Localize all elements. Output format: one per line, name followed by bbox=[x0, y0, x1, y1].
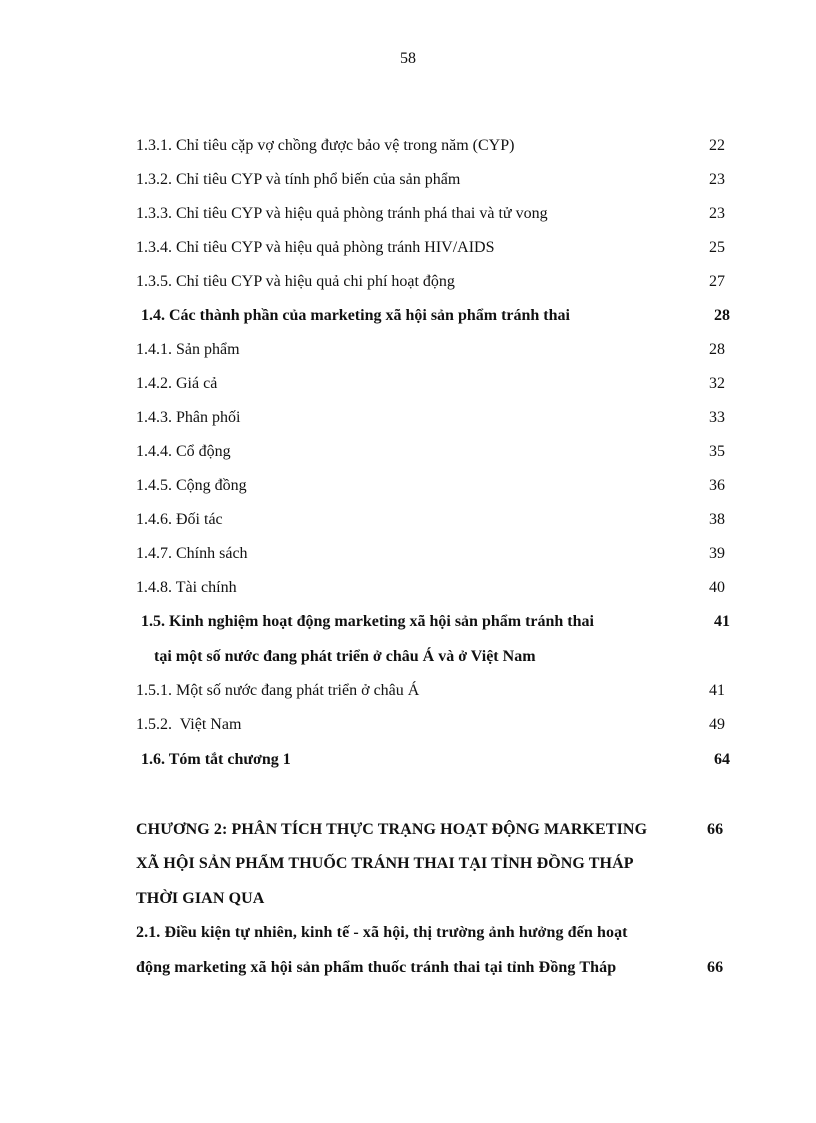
toc-entry-page: 32 bbox=[709, 375, 725, 392]
toc-entry-page: 41 bbox=[709, 682, 725, 699]
toc-entry-page: 39 bbox=[709, 545, 725, 562]
toc-entry-page: 28 bbox=[709, 341, 725, 358]
toc-entry-page: 25 bbox=[709, 239, 725, 256]
toc-entry-label: 1.3.4. Chỉ tiêu CYP và hiệu quả phòng tránh HIV/AIDS bbox=[136, 239, 495, 256]
toc-entry-page: 33 bbox=[709, 409, 725, 426]
toc-entry-label: 1.3.5. Chỉ tiêu CYP và hiệu quả chi phí hoạt động bbox=[136, 273, 455, 290]
page-number: 58 bbox=[400, 50, 416, 67]
toc-chapter-label-line3: THỜI GIAN QUA bbox=[136, 890, 265, 907]
toc-section-label: 1.6. Tóm tắt chương 1 bbox=[141, 751, 291, 768]
toc-entry-page: 40 bbox=[709, 579, 725, 596]
toc-entry-page: 23 bbox=[709, 205, 725, 222]
toc-entry-label: 1.4.7. Chính sách bbox=[136, 545, 248, 562]
toc-entry-label: 1.3.3. Chỉ tiêu CYP và hiệu quả phòng tránh phá thai và tử vong bbox=[136, 205, 548, 222]
toc-entry-label: 1.4.4. Cổ động bbox=[136, 443, 231, 460]
toc-entry-page: 49 bbox=[709, 716, 725, 733]
toc-chapter-label-line1: CHƯƠNG 2: PHÂN TÍCH THỰC TRẠNG HOẠT ĐỘNG MARKETING bbox=[136, 821, 648, 838]
toc-section-page: 41 bbox=[714, 613, 730, 630]
toc-section-label-line2: động marketing xã hội sản phẩm thuốc tránh thai tại tỉnh Đồng Tháp bbox=[136, 959, 617, 976]
toc-entry-page: 35 bbox=[709, 443, 725, 460]
toc-chapter-label-line2: XÃ HỘI SẢN PHẨM THUỐC TRÁNH THAI TẠI TỈNH ĐỒNG THÁP bbox=[136, 855, 634, 872]
toc-entry-label: 1.4.8. Tài chính bbox=[136, 579, 237, 596]
toc-section-page: 28 bbox=[714, 307, 730, 324]
toc-entry-label: 1.5.1. Một số nước đang phát triển ở châu Á bbox=[136, 682, 420, 699]
toc-entry-label: 1.4.1. Sản phẩm bbox=[136, 341, 240, 358]
toc-entry-label: 1.5.2. Việt Nam bbox=[136, 716, 242, 733]
toc-section-label-line1: 2.1. Điều kiện tự nhiên, kinh tế - xã hội, thị trường ảnh hưởng đến hoạt bbox=[136, 924, 628, 941]
toc-entry-label: 1.3.2. Chỉ tiêu CYP và tính phổ biến của sản phẩm bbox=[136, 171, 461, 188]
toc-entry-label: 1.3.1. Chỉ tiêu cặp vợ chồng được bảo vệ trong năm (CYP) bbox=[136, 137, 515, 154]
toc-entry-page: 23 bbox=[709, 171, 725, 188]
toc-section-label: 1.4. Các thành phần của marketing xã hội sản phẩm tránh thai bbox=[141, 307, 570, 324]
toc-chapter-page: 66 bbox=[707, 821, 724, 838]
toc-entry-page: 22 bbox=[709, 137, 725, 154]
toc-entry-label: 1.4.2. Giá cả bbox=[136, 375, 218, 392]
toc-section-label-line2: tại một số nước đang phát triển ở châu Á và ở Việt Nam bbox=[154, 648, 536, 665]
toc-section-page: 66 bbox=[707, 959, 724, 976]
toc-entry-page: 36 bbox=[709, 477, 725, 494]
toc-section-label: 1.5. Kinh nghiệm hoạt động marketing xã hội sản phẩm tránh thai bbox=[141, 613, 594, 630]
toc-entry-label: 1.4.6. Đối tác bbox=[136, 511, 223, 528]
toc-entry-label: 1.4.3. Phân phối bbox=[136, 409, 241, 426]
toc-entry-page: 38 bbox=[709, 511, 725, 528]
toc-section-page: 64 bbox=[714, 751, 730, 768]
toc-entry-page: 27 bbox=[709, 273, 725, 290]
toc-entry-label: 1.4.5. Cộng đồng bbox=[136, 477, 247, 494]
